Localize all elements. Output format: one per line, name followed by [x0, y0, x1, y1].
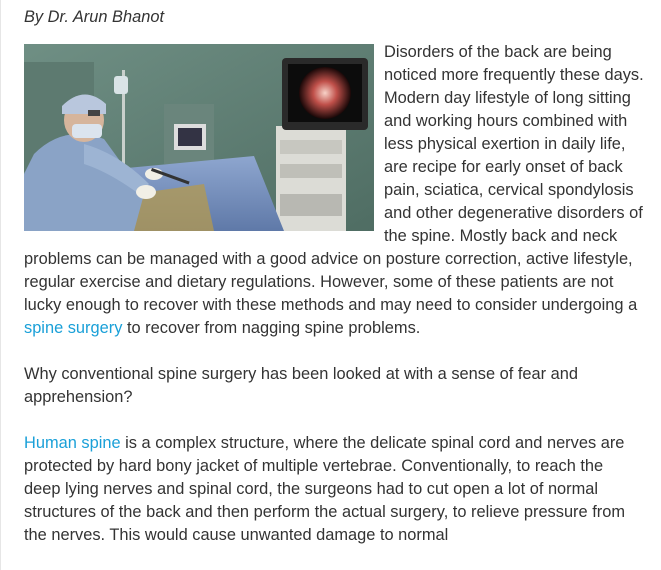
- intro-text: Disorders of the back are being noticed more frequently these days. Modern day lifestyle of long sitting and working hours combined with less physical exertion in daily life, are recipe for early onset of back pain, sciatica, cervical spondylosis and other degenerative disorders of the spine. Mostly back and neck problems can be managed with a good advice on posture correction, active lifestyle, regular exercise and dietary regulations. However, some of these patients are not lucky enough to recover with these methods and may need to consider undergoing a: [24, 43, 644, 314]
- intro-text-end: to recover from nagging spine problems.: [122, 319, 421, 337]
- human-spine-link[interactable]: Human spine: [24, 434, 121, 452]
- surgery-photo-graphic: [24, 44, 374, 231]
- author-byline: By Dr. Arun Bhanot: [24, 8, 164, 26]
- spine-structure-text: is a complex structure, where the delicate spinal cord and nerves are protected by hard bony jacket of multiple vertebrae. Conventionally, to reach the deep lying nerves and spinal cord, the surgeons had to cut open a lot of normal structures of the back and then perform the actual surgery, to relieve pressure from the nerves. This would cause unwanted damage to normal: [24, 434, 625, 544]
- article-body: [24, 6, 644, 570]
- question-paragraph: Why conventional spine surgery has been looked at with a sense of fear and apprehension?: [24, 365, 578, 406]
- surgery-photo: [24, 44, 374, 231]
- spine-structure-paragraph: [24, 432, 644, 547]
- left-border: [0, 0, 1, 570]
- spine-surgery-link[interactable]: spine surgery: [24, 319, 123, 337]
